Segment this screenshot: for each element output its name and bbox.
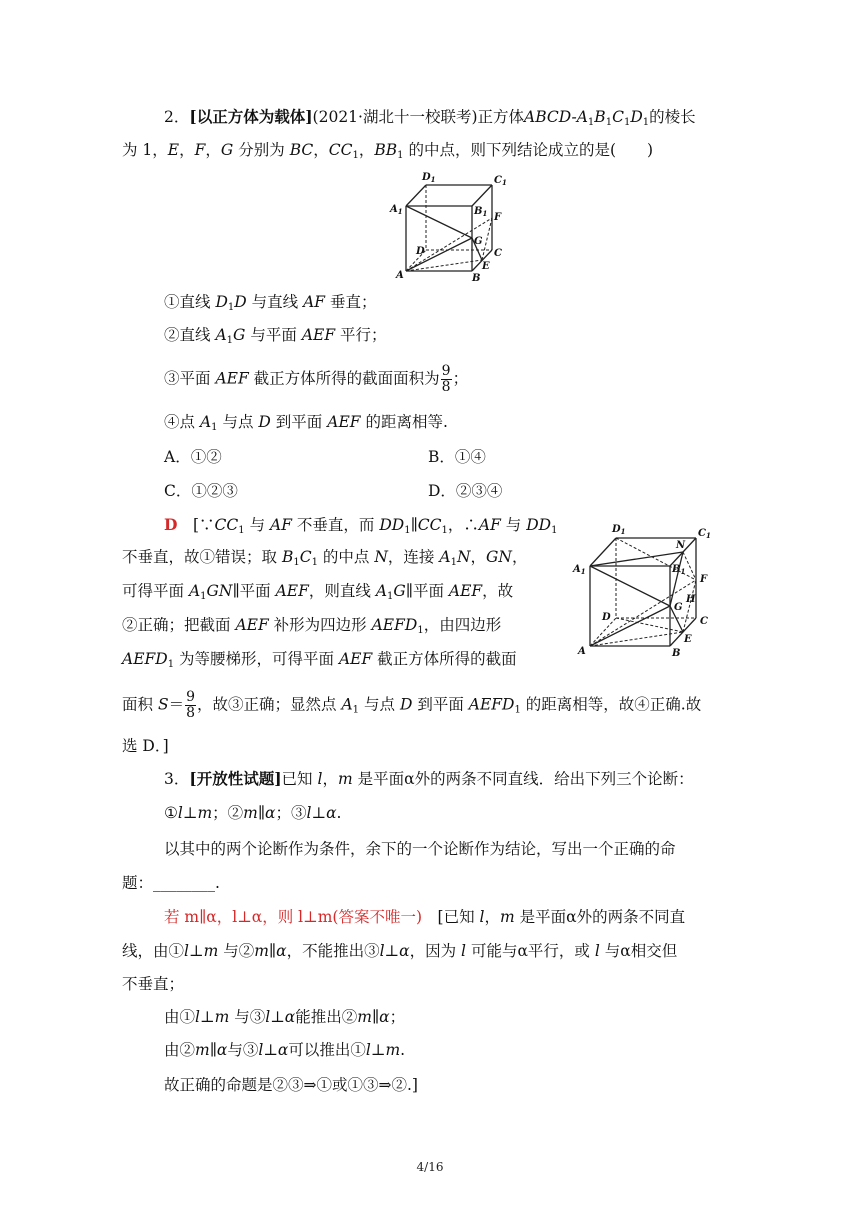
fig1-label-c: C: [494, 248, 502, 259]
fig1-label-g: G: [474, 236, 483, 247]
statement-2: ②直线 $A_1G$ 与平面 AEF 平行；: [164, 326, 387, 346]
a3-answer: 若 m∥α，l⊥α，则 l⊥m(答案不唯一): [164, 908, 423, 926]
q3-line1: 3．[开放性试题]已知 l，m 是平面α外的两条不同直线．给出下列三个论断：: [164, 769, 694, 788]
fraction-9-8: $\frac{9}{8}$: [441, 363, 451, 395]
statement-4: ④点 $A_1$ 与点 D 到平面 AEF 的距离相等.: [164, 413, 448, 433]
a2-line3: 可得平面 $A_1GN\parallel$平面 AEF，则直线 $A_1G\parallel$平面 AEF，故: [122, 582, 514, 602]
a2-line1: D [$\because CC_1$ 与 AF 不垂直，而 $DD_1\parallel CC_1$，∴AF 与 $DD_1$: [164, 515, 558, 536]
option-a: A．①②: [164, 448, 222, 466]
statement-3: ③平面 AEF 截正方体所得的截面面积为 $\frac{9}{8}$ ；: [164, 363, 469, 395]
statement-1: ①直线 $D_1D$ 与直线 AF 垂直；: [164, 293, 377, 313]
fig2-label-d: D: [602, 612, 611, 623]
a3-line2: 线，由①l⊥m 与②m∥α，不能推出③l⊥α，因为 l 可能与α平行，或 l 与α相交但: [122, 942, 678, 960]
a3-line4: 由①l⊥m 与③l⊥α能推出②m∥α；: [164, 1008, 406, 1026]
fig2-label-a1: $A_1$: [573, 564, 586, 576]
q2-source: (2021·湖北十一校联考): [312, 108, 478, 126]
fig1-label-d1: $D_1$: [422, 172, 436, 184]
fig1-label-b: B: [472, 273, 481, 284]
a2-line5: $AEFD_1$ 为等腰梯形，可得平面 AEF 截正方体所得的截面: [122, 650, 517, 670]
option-d: D．②③④: [428, 482, 503, 500]
a2-answer: D: [164, 515, 178, 534]
a2-line7: 选 D．]: [122, 737, 169, 755]
cube-figure-1: [386, 168, 510, 284]
q3-line3: 以其中的两个论断作为条件，余下的一个论断作为结论，写出一个正确的命: [164, 840, 676, 858]
q2-line1: 2．[以正方体为载体](2021·湖北十一校联考)正方体ABCD-$A_1B_1C_1D_1$的棱长: [164, 107, 696, 128]
a2-line2: 不垂直，故①错误；取 $B_1C_1$ 的中点 N，连接 $A_1N$，GN，: [122, 548, 528, 568]
fig1-label-a1: $A_1$: [390, 204, 403, 216]
cube-figure-2: [570, 520, 720, 660]
q2-line2: 为 1，E，F，G 分别为 BC，$CC_1$，$BB_1$ 的中点，则下列结论成立的是( ): [122, 141, 654, 161]
q3-line2: ①l⊥m；②m∥α；③l⊥α.: [164, 804, 342, 822]
option-c: C．①②③: [164, 482, 238, 500]
a3-line6: 故正确的命题是②③⇒①或①③⇒②.]: [164, 1076, 418, 1094]
fig1-label-a: A: [396, 270, 404, 281]
q3-line4: 题：________.: [122, 874, 220, 892]
fraction-9-8-answer: $\frac{9}{8}$: [186, 689, 196, 721]
fig2-label-c1: $C_1$: [698, 528, 711, 540]
fig2-label-h: H: [686, 594, 696, 605]
q3-number: 3．: [164, 770, 190, 788]
a3-line1: 若 m∥α，l⊥α，则 l⊥m(答案不唯一) [已知 l，m 是平面α外的两条不同直: [164, 908, 686, 926]
fig2-label-c: C: [700, 616, 708, 627]
fig2-label-e: E: [684, 634, 692, 645]
a3-line3: 不垂直；: [122, 975, 185, 993]
fig2-label-a: A: [578, 646, 586, 657]
option-b: B．①④: [428, 448, 486, 466]
a2-line6: 面积 S＝ $\frac{9}{8}$ ，故③正确；显然点 $A_1$ 与点 D 到平面 $AEFD_1$ 的距离相等，故④正确.故: [122, 689, 702, 721]
fig2-label-b: B: [672, 648, 681, 659]
a3-line5: 由②m∥α与③l⊥α可以推出①l⊥m.: [164, 1041, 406, 1059]
fig1-label-b1: $B_1$: [474, 206, 488, 218]
a2-line4: ②正确；把截面 AEF 补形为四边形 $AEFD_1$，由四边形: [122, 616, 502, 636]
fig1-label-d: D: [416, 246, 425, 257]
q2-tag: [以正方体为载体]: [189, 107, 313, 126]
fig2-label-d1: $D_1$: [612, 524, 626, 536]
fig2-label-f: F: [700, 574, 708, 585]
fig1-label-c1: $C_1$: [494, 175, 507, 187]
fig2-label-n: N: [676, 540, 686, 551]
q3-tag: [开放性试题]: [189, 769, 282, 788]
page-number: 4/16: [416, 1160, 444, 1174]
fig1-label-e: E: [482, 261, 490, 272]
fig2-label-b1: $B_1$: [672, 564, 686, 576]
fig1-label-f: F: [494, 212, 502, 223]
q2-number: 2．: [164, 108, 190, 126]
fig2-label-g: G: [674, 602, 683, 613]
